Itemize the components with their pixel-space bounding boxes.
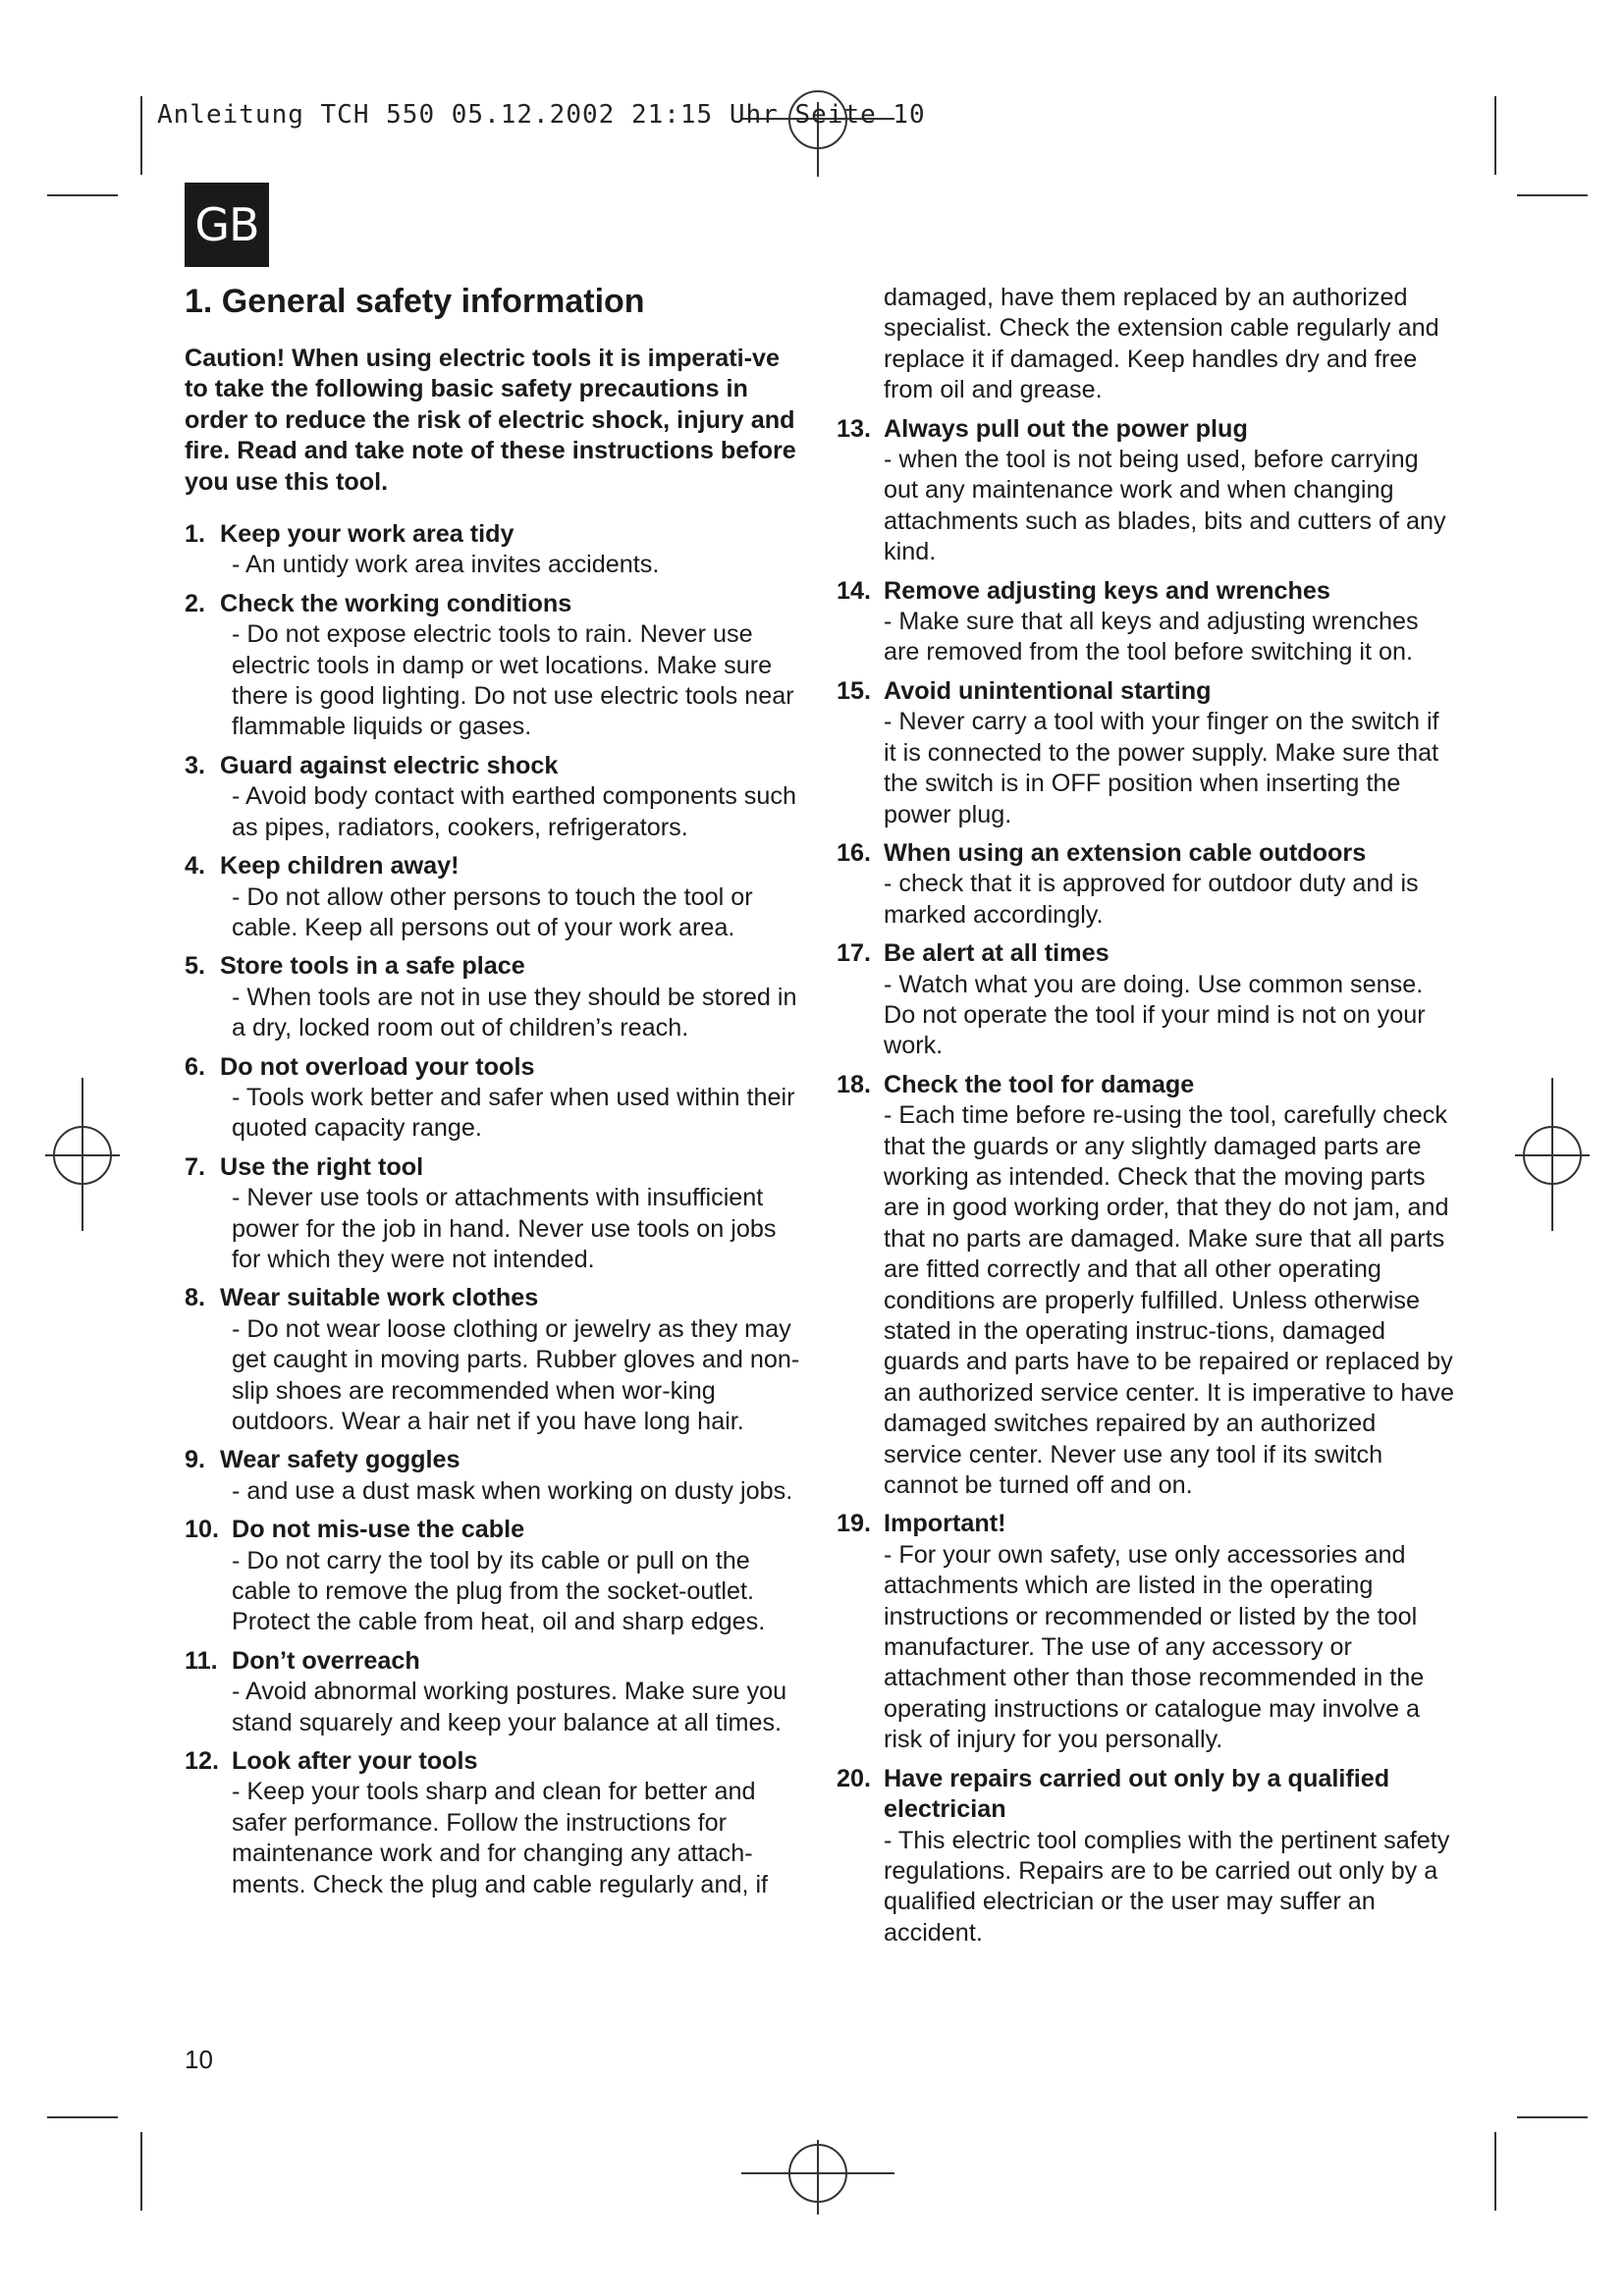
crop-mark-bottom-right-vertical [1494,2132,1496,2211]
safety-item-title: Wear suitable work clothes [220,1284,539,1312]
safety-item-title: Keep your work area tidy [220,520,514,549]
safety-item-text: - Never use tools or attachments with insufficient power for the job in hand. Never use tools on jobs for which they were not intended. [232,1184,777,1273]
crop-mark-top-left-vertical [140,96,142,175]
safety-item-text: - This electric tool complies with the pertinent safety regulations. Repairs are to be carried out only by a qualified electrician or the user may suffer an accident. [884,1826,1450,1947]
safety-item [185,851,809,943]
safety-item [837,1764,1455,1949]
safety-item-text: - when the tool is not being used, before carrying out any maintenance work and when changing attachments such as blades, bits and cutters of any kind. [884,446,1446,566]
safety-item-title: Keep children away! [220,852,460,881]
safety-item-text: - Watch what you are doing. Use common sense. Do not operate the tool if your mind is not on your work. [884,970,1426,1060]
safety-item-text: - Do not carry the tool by its cable or pull on the cable to remove the plug from the socket-outlet. Protect the cable from heat, oil and sharp edges. [232,1546,766,1636]
safety-item-heading [185,589,809,619]
safety-item-number: 8. [185,1284,206,1312]
safety-item [185,1445,809,1507]
left-column [185,275,809,1908]
safety-item [837,1070,1455,1502]
safety-item-number: 1. [185,520,206,549]
safety-item-text: - Avoid body contact with earthed components such as pipes, radiators, cookers, refrigerators. [232,782,796,841]
safety-item-text: - Do not expose electric tools to rain. Never use electric tools in damp or wet locations. Make sure there is good lighting. Do not use electric tools near flammable liquids or gases. [232,620,794,741]
safety-item-heading [185,1152,809,1183]
safety-item-text: - Avoid abnormal working postures. Make sure you stand squarely and keep your balance at all times. [232,1678,787,1736]
safety-item-number: 6. [185,1052,206,1081]
safety-item-number: 9. [185,1446,206,1474]
safety-item [185,751,809,843]
safety-item-number: 4. [185,852,206,881]
safety-item [185,1152,809,1276]
safety-item-heading [837,576,1455,607]
safety-item-text: - check that it is approved for outdoor duty and is marked accordingly. [884,870,1419,929]
safety-item-number: 20. [837,1764,872,1792]
crop-mark-top-right-vertical [1494,96,1496,175]
right-column [837,283,1455,1956]
safety-item-title: Be alert at all times [884,939,1110,968]
safety-item-title: Wear safety goggles [220,1446,460,1474]
crop-mark-bottom-right-horizontal [1517,2116,1588,2118]
safety-item-title: Check the tool for damage [884,1070,1195,1098]
safety-item [837,576,1455,668]
safety-item-number: 15. [837,676,872,705]
crop-mark-bottom-left-vertical [140,2132,142,2211]
safety-item-text: - For your own safety, use only accessories and attachments which are listed in the operating instructions or recommended or listed by the tool manufacturer. The use of any accessory or attachment other than those recommended in the operating instructions or catalogue may involve a risk of injury for you personally. [884,1540,1425,1754]
safety-item-number: 7. [185,1152,206,1181]
safety-item-heading [837,1764,1455,1826]
safety-item-number: 12. [185,1747,220,1776]
right-item-list [837,414,1455,1949]
safety-item-title: Do not overload your tools [220,1052,535,1081]
safety-item-heading [185,1646,809,1677]
safety-item-text: - When tools are not in use they should be stored in a dry, locked room out of children’s reach. [232,983,797,1042]
safety-item-heading [185,1283,809,1313]
language-badge: GB [185,183,269,267]
safety-item-text: - An untidy work area invites accidents. [232,551,660,579]
safety-item-heading [185,1445,809,1475]
safety-item-heading [837,414,1455,445]
safety-item-number: 11. [185,1646,218,1675]
safety-item-heading [837,838,1455,869]
safety-item-text: - Do not wear loose clothing or jewelry as they may get caught in moving parts. Rubber gloves and non-slip shoes are recommended when wor-king outdoors. Wear a hair net if you have long hair. [232,1314,800,1435]
safety-item-heading [837,676,1455,707]
safety-item-text: - and use a dust mask when working on dusty jobs. [232,1476,793,1505]
safety-item-number: 2. [185,589,206,617]
safety-item-title: Remove adjusting keys and wrenches [884,576,1330,605]
safety-item [185,1746,809,1900]
safety-item [185,1646,809,1738]
safety-item-number: 5. [185,952,206,981]
safety-item-number: 18. [837,1070,872,1098]
safety-item [185,1052,809,1145]
safety-item-text: - Never carry a tool with your finger on the switch if it is connected to the power supply. Make sure that the switch is in OFF position when inserting the power plug. [884,708,1439,828]
crop-mark-top-right-horizontal [1517,194,1588,196]
safety-item-title: Guard against electric shock [220,751,559,779]
safety-item-number: 13. [837,414,872,443]
safety-item-title: Do not mis-use the cable [232,1516,525,1544]
safety-item-title: When using an extension cable outdoors [884,838,1367,867]
safety-item-number: 17. [837,939,872,968]
safety-item [185,1515,809,1638]
safety-item-title: Have repairs carried out only by a qualified electrician [884,1764,1390,1824]
safety-item [185,589,809,743]
caution-paragraph: Caution! When using electric tools it is imperati-ve to take the following basic safety precautions in order to reduce the risk of electric shock, injury and fire. Read and take note of these instructions before you use this tool. [185,345,796,496]
safety-item-heading [837,1509,1455,1539]
safety-item-title: Important! [884,1510,1006,1538]
crop-mark-top-left-horizontal [47,194,118,196]
safety-item-number: 10. [185,1516,220,1544]
safety-item-title: Check the working conditions [220,589,572,617]
safety-item [837,414,1455,568]
safety-item-heading [185,1052,809,1083]
section-title: 1. General safety information [185,283,645,320]
continued-text: damaged, have them replaced by an authorized specialist. Check the extension cable regularly and replace it if damaged. Keep handles dry and free from oil and grease. [884,284,1439,404]
safety-item [837,1509,1455,1755]
safety-item-number: 3. [185,751,206,779]
safety-item-heading [837,938,1455,969]
safety-item-text: - Do not allow other persons to touch the tool or cable. Keep all persons out of your work area. [232,882,753,941]
safety-item-text: - Each time before re-using the tool, carefully check that the guards or any slightly damaged parts are working as intended. Check that the moving parts are in good working order, that they do not jam, and that no parts are damaged. Make sure that all parts are fitted correctly and that all other operating conditions are properly fulfilled. Unless otherwise stated in the operating instruc-tions, damaged guards and parts have to be repaired or replaced by an authorized service center. It is imperative to have damaged switches repaired by an authorized service center. Never use any tool if its switch cannot be turned off and on. [884,1101,1455,1500]
safety-item-number: 19. [837,1510,872,1538]
safety-item-heading [185,951,809,982]
safety-item [837,838,1455,931]
safety-item-title: Always pull out the power plug [884,414,1248,443]
safety-item-heading [185,519,809,550]
page-number: 10 [185,2045,213,2074]
safety-item-title: Use the right tool [220,1152,424,1181]
safety-item-heading [185,851,809,881]
safety-item-text: - Keep your tools sharp and clean for better and safer performance. Follow the instructions for maintenance work and for changing any attach-ments. Check the plug and cable regularly and, if [232,1778,769,1898]
safety-item-title: Avoid unintentional starting [884,676,1212,705]
crop-mark-bottom-left-horizontal [47,2116,118,2118]
safety-item-title: Look after your tools [232,1747,478,1776]
safety-item-text: - Tools work better and safer when used within their quoted capacity range. [232,1083,795,1143]
safety-item-heading [185,1746,809,1777]
safety-item-title: Store tools in a safe place [220,952,525,981]
left-item-list [185,519,809,1900]
print-slug: Anleitung TCH 550 05.12.2002 21:15 Uhr Seite 10 [157,100,926,130]
safety-item [837,938,1455,1062]
safety-item-title: Don’t overreach [232,1646,420,1675]
safety-item-text: - Make sure that all keys and adjusting wrenches are removed from the tool before switching it on. [884,608,1419,667]
safety-item-heading [185,1515,809,1545]
safety-item [185,1283,809,1437]
safety-item-number: 14. [837,576,872,605]
safety-item-number: 16. [837,838,872,867]
safety-item [185,519,809,581]
safety-item [837,676,1455,830]
safety-item [185,951,809,1043]
safety-item-heading [837,1070,1455,1100]
safety-item-heading [185,751,809,781]
